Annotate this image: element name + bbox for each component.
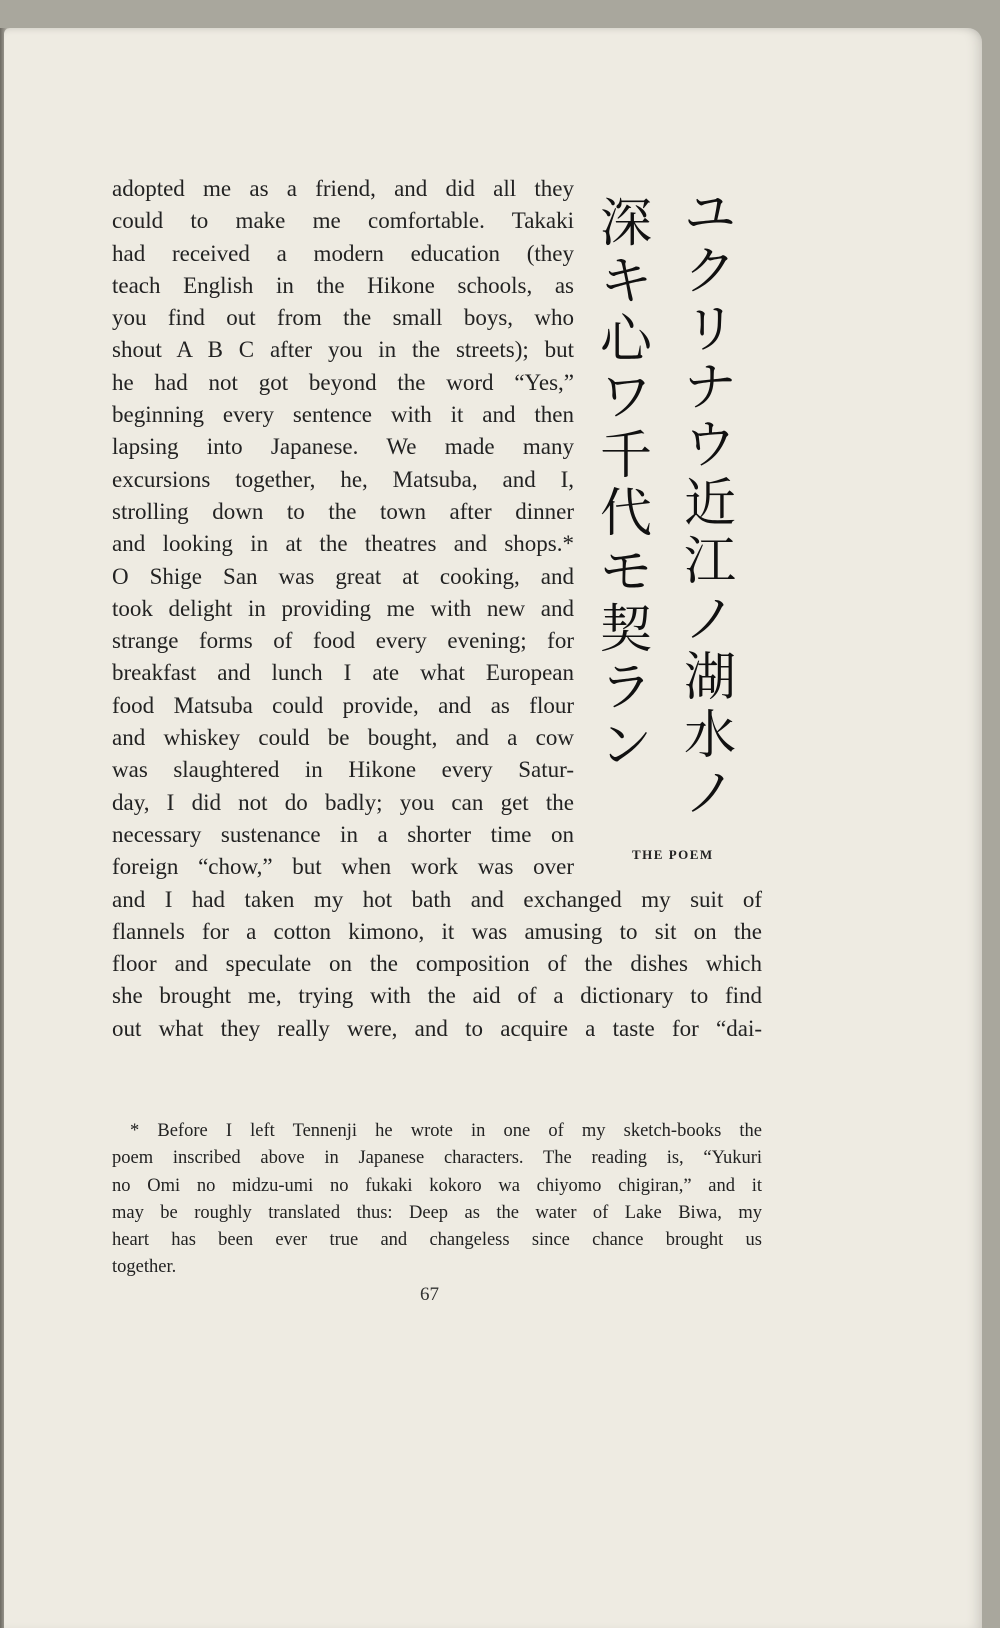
body-line: shout A B C after you in the streets); but — [112, 337, 574, 363]
poem-character: 湖 — [683, 648, 736, 708]
poem-character: ワ — [599, 368, 652, 428]
body-line: strange forms of food every evening; for — [112, 628, 574, 654]
body-line: took delight in providing me with new and — [112, 595, 574, 621]
poem-character: ナ — [683, 358, 736, 418]
body-text-wide — [112, 884, 762, 1045]
poem-character: キ — [599, 252, 652, 312]
poem-character: 代 — [599, 484, 652, 544]
body-line: you find out from the small boys, who — [112, 305, 574, 331]
poem-character: 江 — [683, 532, 736, 592]
footnote — [112, 1118, 762, 1282]
poem-character: ノ — [683, 590, 736, 650]
japanese-poem — [582, 185, 752, 845]
poem-character: ラ — [599, 658, 652, 718]
poem-character: モ — [599, 542, 652, 602]
body-line: she brought me, trying with the aid of a dictionary to find — [112, 983, 762, 1009]
poem-character: リ — [683, 300, 736, 360]
poem-character: 近 — [683, 474, 736, 534]
body-line: and whiskey could be bought, and a cow — [112, 725, 574, 751]
body-line: foreign “chow,” but when work was over — [112, 854, 574, 880]
body-line: he had not got beyond the word “Yes,” — [112, 369, 574, 395]
body-line: was slaughtered in Hikone every Satur- — [112, 757, 574, 783]
body-line: floor and speculate on the composition of the dishes which — [112, 951, 762, 977]
body-line: and I had taken my hot bath and exchanged my suit of — [112, 886, 762, 912]
body-line: lapsing into Japanese. We made many — [112, 434, 574, 460]
footnote-line: may be roughly translated thus: Deep as the water of Lake Biwa, my — [112, 1202, 762, 1223]
poem-character: 契 — [599, 600, 652, 660]
body-line: excursions together, he, Matsuba, and I, — [112, 466, 574, 492]
poem-character: 深 — [599, 194, 652, 254]
poem-character: ク — [683, 242, 736, 302]
poem-character: 心 — [599, 310, 652, 370]
body-line: breakfast and lunch I ate what European — [112, 660, 574, 686]
body-line: food Matsuba could provide, and as flour — [112, 692, 574, 718]
poem-character: ノ — [683, 764, 736, 824]
body-line: necessary sustenance in a shorter time on — [112, 821, 574, 847]
body-line: strolling down to the town after dinner — [112, 498, 574, 524]
body-line: flannels for a cotton kimono, it was amusing to sit on the — [112, 918, 762, 944]
footnote-line: heart has been ever true and changeless since chance brought us — [112, 1230, 762, 1251]
body-line: could to make me comfortable. Takaki — [112, 208, 574, 234]
body-line: and looking in at the theatres and shops.* — [112, 531, 574, 557]
footnote-line: * Before I left Tennenji he wrote in one of my sketch-books the — [130, 1121, 762, 1141]
body-line: O Shige San was great at cooking, and — [112, 563, 574, 589]
poem-caption: THE POEM — [632, 847, 714, 862]
poem-character: ン — [599, 716, 652, 776]
page-number: 67 — [420, 1284, 439, 1305]
body-line: adopted me as a friend, and did all they — [112, 176, 574, 201]
poem-character: 千 — [599, 426, 652, 486]
poem-column-left — [590, 195, 662, 775]
footnote-line: poem inscribed above in Japanese characters. The reading is, “Yukuri — [112, 1148, 762, 1169]
footnote-line: together. — [112, 1257, 177, 1278]
body-line: beginning every sentence with it and then — [112, 402, 574, 428]
poem-character: ウ — [683, 416, 736, 476]
poem-column-right — [674, 185, 746, 823]
footnote-line: no Omi no midzu-umi no fukaki kokoro wa chiyomo chigiran,” and it — [112, 1175, 762, 1196]
poem-character: ユ — [683, 184, 736, 244]
body-line: day, I did not do badly; you can get the — [112, 789, 574, 815]
poem-character: 水 — [683, 706, 736, 766]
body-line: teach English in the Hikone schools, as — [112, 272, 574, 298]
body-line: out what they really were, and to acquire a taste for “dai- — [112, 1015, 762, 1041]
body-line: had received a modern education (they — [112, 240, 574, 266]
body-text-narrow — [112, 173, 574, 884]
